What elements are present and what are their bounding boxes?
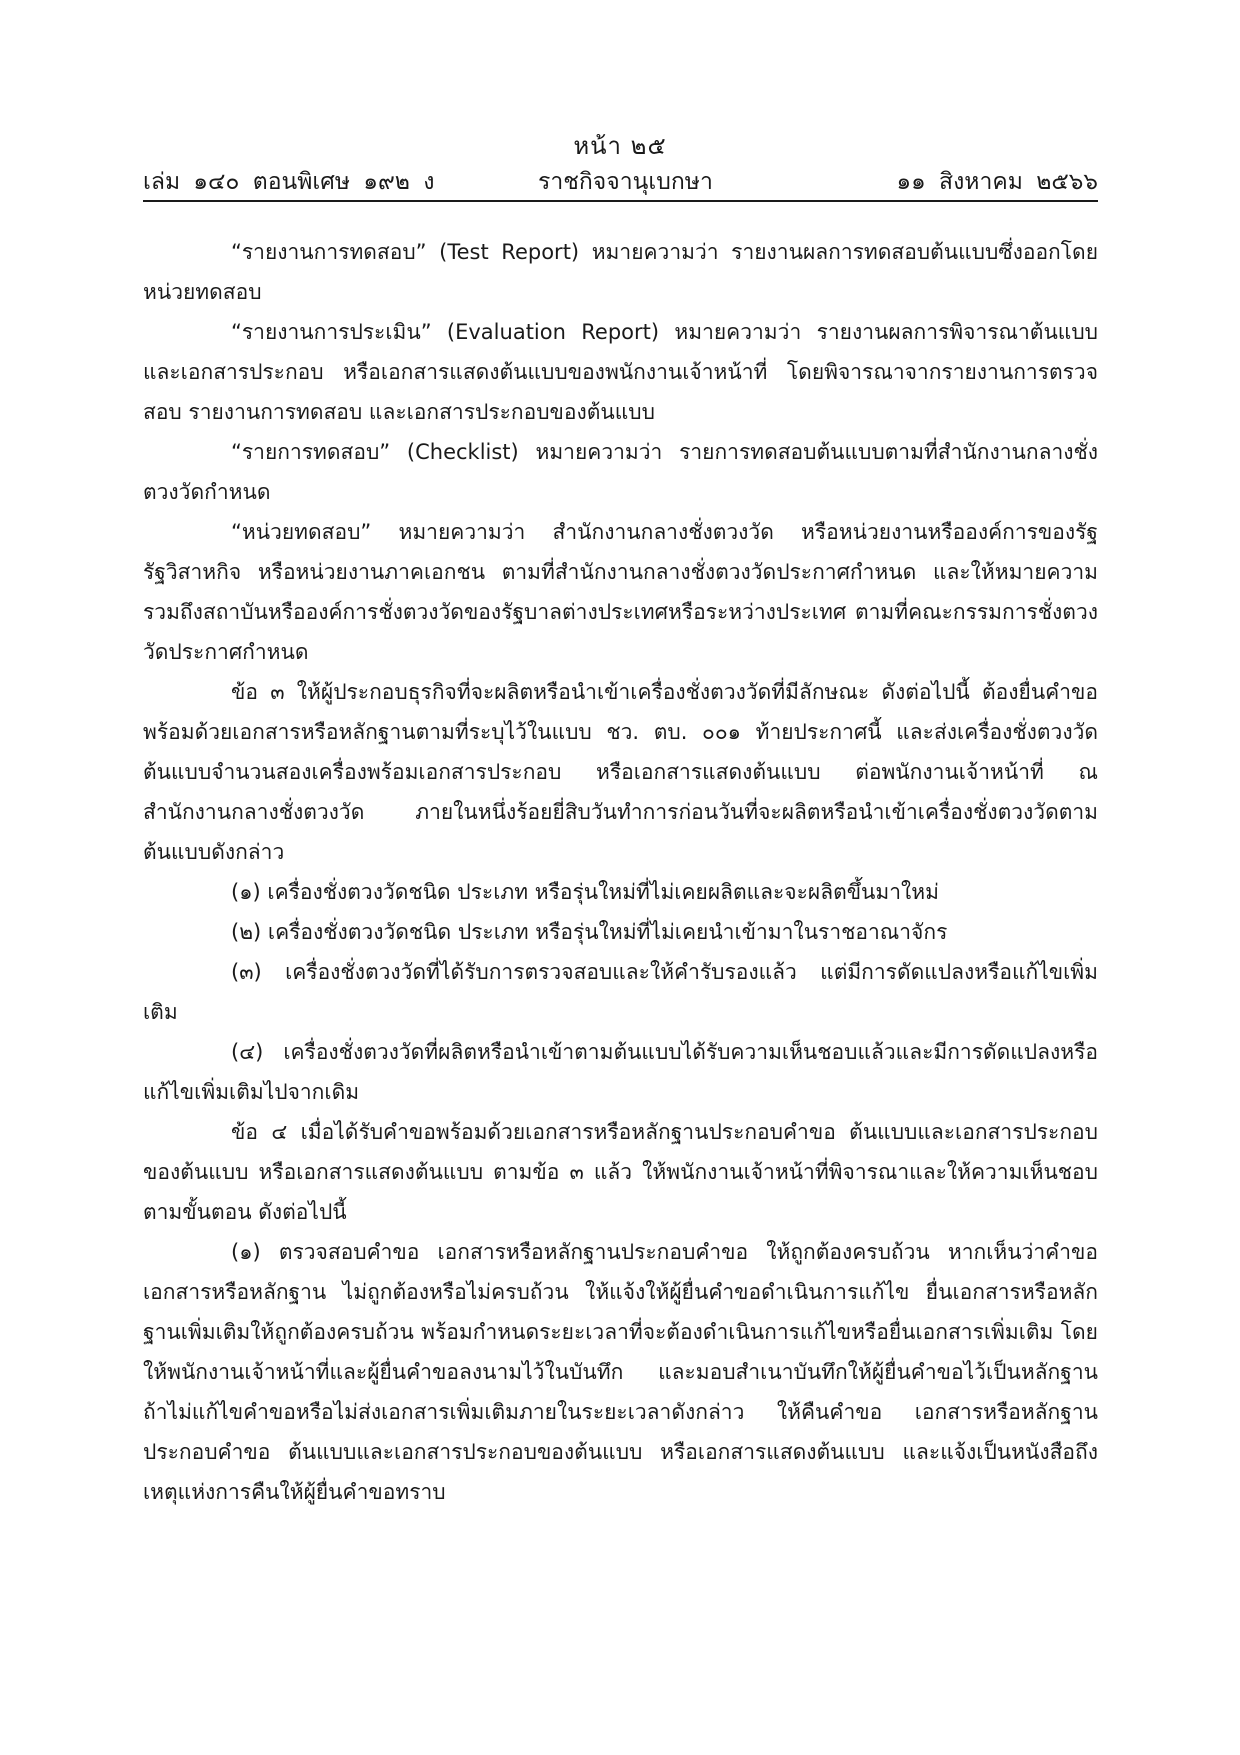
clause-4-item-1: (๑) ตรวจสอบคำขอ เอกสารหรือหลักฐานประกอบคำขอ ให้ถูกต้องครบถ้วน หากเห็นว่าคำขอ เอกสารหรือหลักฐาน ไม่ถูกต้องหรือไม่ครบถ้วน ให้แจ้งให้ผู้ยื่นคำขอดำเนินการแก้ไข ยื่นเอกสารหรือหลักฐานเพิ่มเติมให้ถูกต้องครบถ้วน พร้อมกำหนดระยะเวลาที่จะต้องดำเนินการแก้ไขหรือยื่นเอกสารเพิ่มเติม โดยให้พนักงานเจ้าหน้าที่และผู้ยื่นคำขอลงนามไว้ในบันทึก และมอบสำเนาบันทึกให้ผู้ยื่นคำขอไว้เป็นหลักฐาน ถ้าไม่แก้ไขคำขอหรือไม่ส่งเอกสารเพิ่มเติมภายในระยะเวลาดังกล่าว ให้คืนคำขอ เอกสารหรือหลักฐานประกอบคำขอ ต้นแบบและเอกสารประกอบของต้นแบบ หรือเอกสารแสดงต้นแบบ และแจ้งเป็นหนังสือถึงเหตุแห่งการคืนให้ผู้ยื่นคำขอทราบ xyxy=(143,1240,1098,1504)
document-body xyxy=(143,232,1098,1512)
definition-testing-unit: “หน่วยทดสอบ” หมายความว่า สำนักงานกลางชั่งตวงวัด หรือหน่วยงานหรือองค์การของรัฐ รัฐวิสาหกิจ หรือหน่วยงานภาคเอกชน ตามที่สำนักงานกลางชั่งตวงวัดประกาศกำหนด และให้หมายความรวมถึงสถาบันหรือองค์การชั่งตวงวัดของรัฐบาลต่างประเทศหรือระหว่างประเทศ ตามที่คณะกรรมการชั่งตวงวัดประกาศกำหนด xyxy=(143,520,1098,664)
definition-test-report: “รายงานการทดสอบ” (Test Report) หมายความว่า รายงานผลการทดสอบต้นแบบซึ่งออกโดยหน่วยทดสอบ xyxy=(143,240,1098,304)
publication-date: ๑๑ สิงหาคม ๒๕๖๖ xyxy=(896,169,1098,195)
clause-3-item-2: (๒) เครื่องชั่งตวงวัดชนิด ประเภท หรือรุ่นใหม่ที่ไม่เคยนำเข้ามาในราชอาณาจักร xyxy=(231,920,948,944)
clause-3: ข้อ ๓ ให้ผู้ประกอบธุรกิจที่จะผลิตหรือนำเข้าเครื่องชั่งตวงวัดที่มีลักษณะ ดังต่อไปนี้ ต้องยื่นคำขอพร้อมด้วยเอกสารหรือหลักฐานตามที่ระบุไว้ในแบบ ชว. ตบ. ๐๐๑ ท้ายประกาศนี้ และส่งเครื่องชั่งตวงวัดต้นแบบจำนวนสองเครื่องพร้อมเอกสารประกอบ หรือเอกสารแสดงต้นแบบ ต่อพนักงานเจ้าหน้าที่ ณ สำนักงานกลางชั่งตวงวัด ภายในหนึ่งร้อยยี่สิบวันทำการก่อนวันที่จะผลิตหรือนำเข้าเครื่องชั่งตวงวัดตามต้นแบบดังกล่าว xyxy=(143,680,1098,864)
definition-checklist: “รายการทดสอบ” (Checklist) หมายความว่า รายการทดสอบต้นแบบตามที่สำนักงานกลางชั่งตวงวัดกำหนด xyxy=(143,440,1098,504)
clause-3-item-4: (๔) เครื่องชั่งตวงวัดที่ผลิตหรือนำเข้าตามต้นแบบได้รับความเห็นชอบแล้วและมีการดัดแปลงหรือแก้ไขเพิ่มเติมไปจากเดิม xyxy=(143,1040,1098,1104)
definition-evaluation-report: “รายงานการประเมิน” (Evaluation Report) หมายความว่า รายงานผลการพิจารณาต้นแบบและเอกสารประกอบ หรือเอกสารแสดงต้นแบบของพนักงานเจ้าหน้าที่ โดยพิจารณาจากรายงานการตรวจสอบ รายงานการทดสอบ และเอกสารประกอบของต้นแบบ xyxy=(143,320,1098,424)
header-divider xyxy=(143,200,1098,202)
page-number: หน้า ๒๕ xyxy=(573,132,667,160)
gazette-name: ราชกิจจานุเบกษา xyxy=(538,169,713,195)
volume-issue: เล่ม ๑๔๐ ตอนพิเศษ ๑๙๒ ง xyxy=(143,169,435,195)
clause-4: ข้อ ๔ เมื่อได้รับคำขอพร้อมด้วยเอกสารหรือหลักฐานประกอบคำขอ ต้นแบบและเอกสารประกอบของต้นแบบ หรือเอกสารแสดงต้นแบบ ตามข้อ ๓ แล้ว ให้พนักงานเจ้าหน้าที่พิจารณาและให้ความเห็นชอบ ตามขั้นตอน ดังต่อไปนี้ xyxy=(143,1120,1098,1224)
gazette-header xyxy=(143,164,1098,200)
clause-3-item-1: (๑) เครื่องชั่งตวงวัดชนิด ประเภท หรือรุ่นใหม่ที่ไม่เคยผลิตและจะผลิตขึ้นมาใหม่ xyxy=(231,880,939,904)
clause-3-item-3: (๓) เครื่องชั่งตวงวัดที่ได้รับการตรวจสอบและให้คำรับรองแล้ว แต่มีการดัดแปลงหรือแก้ไขเพิ่มเติม xyxy=(143,960,1098,1024)
